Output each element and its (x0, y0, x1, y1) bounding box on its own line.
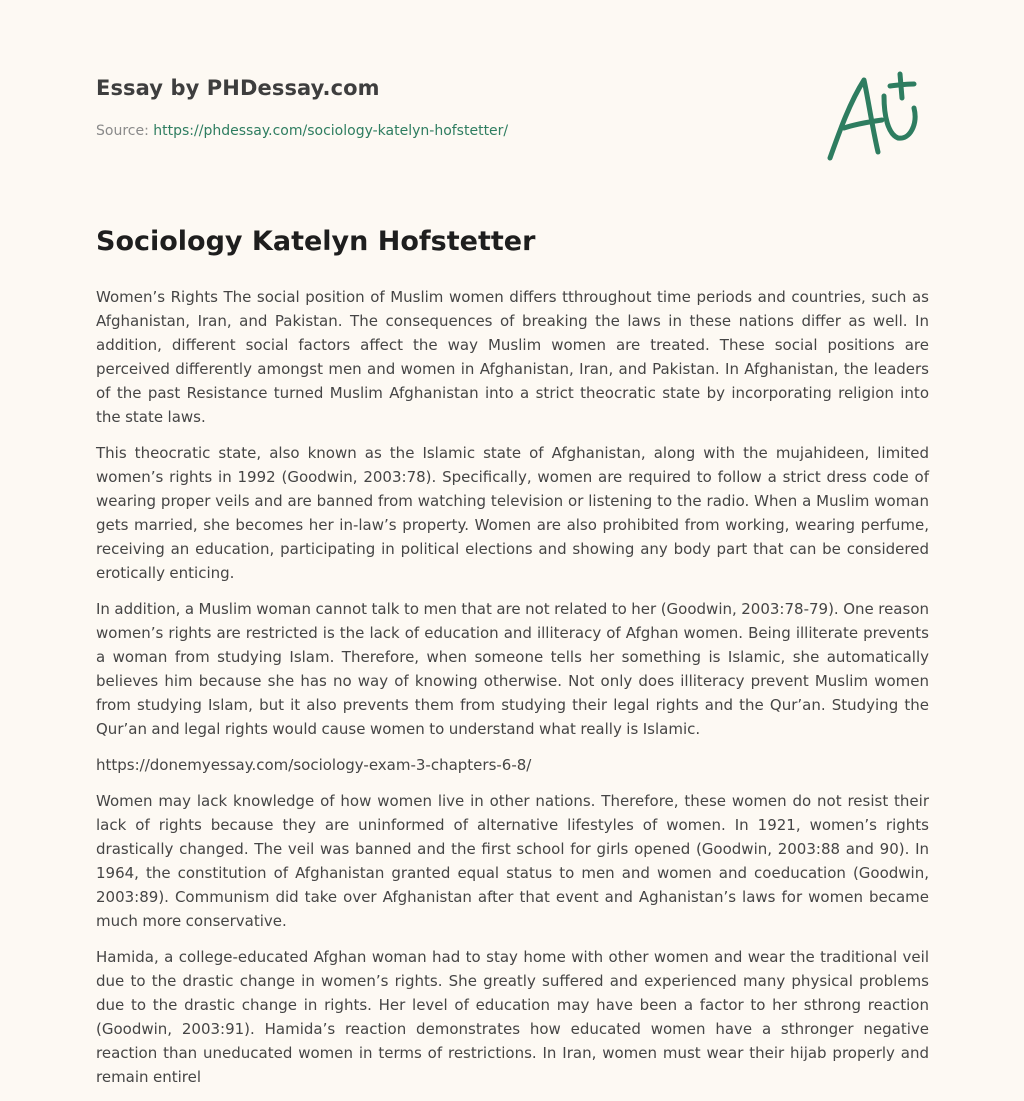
source-line (96, 123, 508, 139)
essay-paragraph: This theocratic state, also known as the Islamic state of Afghanistan, along with the mujahideen, limited women’s rights in 1992 (Goodwin, 2003:78). Specifically, women are required to follow a strict dress code of wearing proper veils and are banned from watching television or listening to the radio. When a Muslim woman gets married, she becomes her in-law’s property. Women are also prohibited from working, wearing perfume, receiving an education, participating in political elections and showing any body part that can be considered erotically enticing. (96, 444, 929, 582)
a-plus-icon (824, 68, 928, 164)
related-essay-link[interactable]: https://donemyessay.com/sociology-exam-3-chapters-6-8/ (96, 756, 532, 774)
source-link[interactable]: https://phdessay.com/sociology-katelyn-hofstetter/ (153, 123, 509, 139)
essay-paragraph: In addition, a Muslim woman cannot talk to men that are not related to her (Goodwin, 2003:78-79). One reason women’s rights are restricted is the lack of education and illiteracy of Afghan women. Being illiterate prevents a woman from studying Islam. Therefore, when someone tells her something is Islamic, she automatically believes him because she has no way of knowing otherwise. Not only does illiteracy prevent Muslim women from studying Islam, but it also prevents them from studying their legal rights and the Qur’an. Studying the Qur’an and legal rights would cause women to understand what really is Islamic. (96, 600, 929, 738)
source-label: Source: (96, 123, 154, 139)
site-brand: Essay by PHDessay.com (96, 76, 380, 100)
essay-title: Sociology Katelyn Hofstetter (96, 226, 536, 257)
essay-paragraph: Women may lack knowledge of how women live in other nations. Therefore, these women do not resist their lack of rights because they are uninformed of alternative lifestyles of women. In 1921, women’s rights drastically changed. The veil was banned and the first school for girls opened (Goodwin, 2003:88 and 90). In 1964, the constitution of Afghanistan granted equal status to men and women and coeducation (Goodwin, 2003:89). Communism did take over Afghanistan after that event and Aghanistan’s laws for women became much more conservative. (96, 792, 929, 930)
essay-paragraph: Women’s Rights The social position of Muslim women differs tthroughout time periods and countries, such as Afghanistan, Iran, and Pakistan. The consequences of breaking the laws in these nations differ as well. In addition, different social factors affect the way Muslim women are treated. These social positions are perceived differently amongst men and women in Afghanistan, Iran, and Pakistan. In Afghanistan, the leaders of the past Resistance turned Muslim Afghanistan into a strict theocratic state by incorporating religion into the state laws. (96, 288, 929, 426)
essay-paragraph: Hamida, a college-educated Afghan woman had to stay home with other women and wear the traditional veil due to the drastic change in women’s rights. She greatly suffered and experienced many physical problems due to the drastic change in rights. Her level of education may have been a factor to her sthrong reaction (Goodwin, 2003:91). Hamida’s reaction demonstrates how educated women have a sthronger negative reaction than uneducated women in terms of restrictions. In Iran, women must wear their hijab properly and remain entirel (96, 948, 929, 1086)
essay-body (96, 285, 929, 1101)
